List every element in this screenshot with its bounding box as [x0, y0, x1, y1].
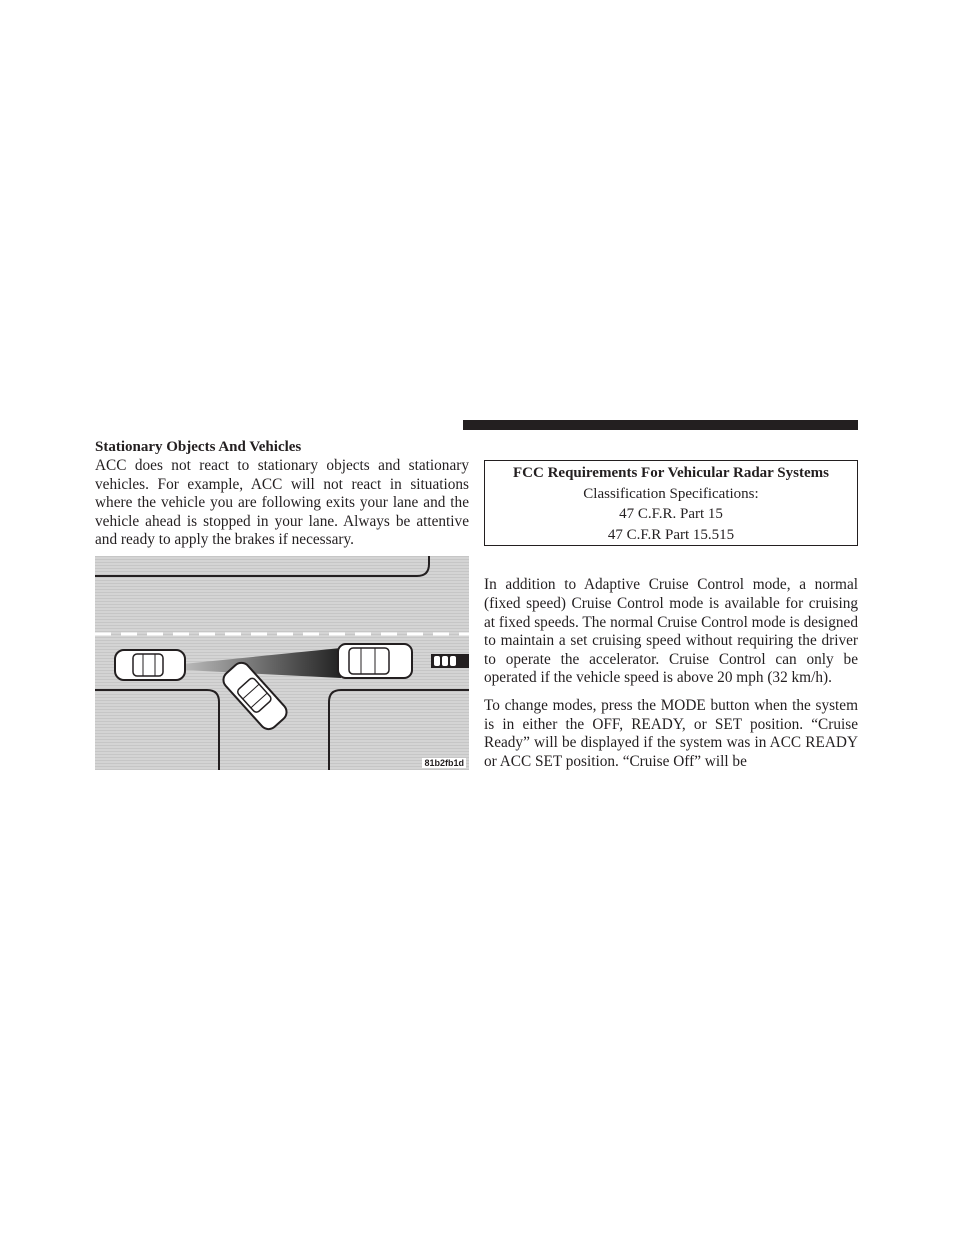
right-column: [484, 460, 858, 771]
fcc-part-15-515: 47 C.F.R Part 15.515: [607, 526, 735, 543]
stopped-vehicle: [338, 644, 412, 678]
acc-scenario-illustration: [95, 556, 469, 770]
indicator-lights: [431, 654, 469, 668]
fcc-requirements-box: [484, 460, 858, 546]
fcc-part-15: 47 C.F.R. Part 15: [619, 506, 723, 523]
section-rule: [463, 420, 858, 430]
section-body: ACC does not react to stationary objects and stationary vehicles. For example, ACC will not react in situations where the vehicle you are following exits your lane and the vehicle ahead is stopped in your lane. Always be attentive and ready to apply the brakes if necessary.: [95, 457, 469, 549]
figure-code: 81b2fb1d: [424, 758, 464, 768]
fcc-title: FCC Requirements For Vehicular Radar Systems: [513, 465, 829, 481]
change-modes-paragraph: To change modes, press the MODE button when the system is in either the OFF, READY, or SET position. “Cruise Ready” will be displayed if the system was in ACC READY or ACC SET position. “Cruise Off” will be: [484, 696, 858, 770]
left-column: [95, 438, 469, 550]
acc-vehicle: [115, 650, 185, 680]
cruise-mode-paragraph: In addition to Adaptive Cruise Control mode, a normal (fixed speed) Cruise Control mode is available for cruising at fixed speeds. The normal Cruise Control mode is designed to maintain a set cruising speed without requiring the driver to operate the accelerator. Cruise Control can only be operated if the vehicle speed is above 20 mph (32 km/h).: [484, 576, 858, 687]
fcc-classification: Classification Specifications:: [583, 485, 759, 502]
illustration-figure: [95, 556, 469, 770]
section-heading: Stationary Objects And Vehicles: [95, 439, 302, 455]
